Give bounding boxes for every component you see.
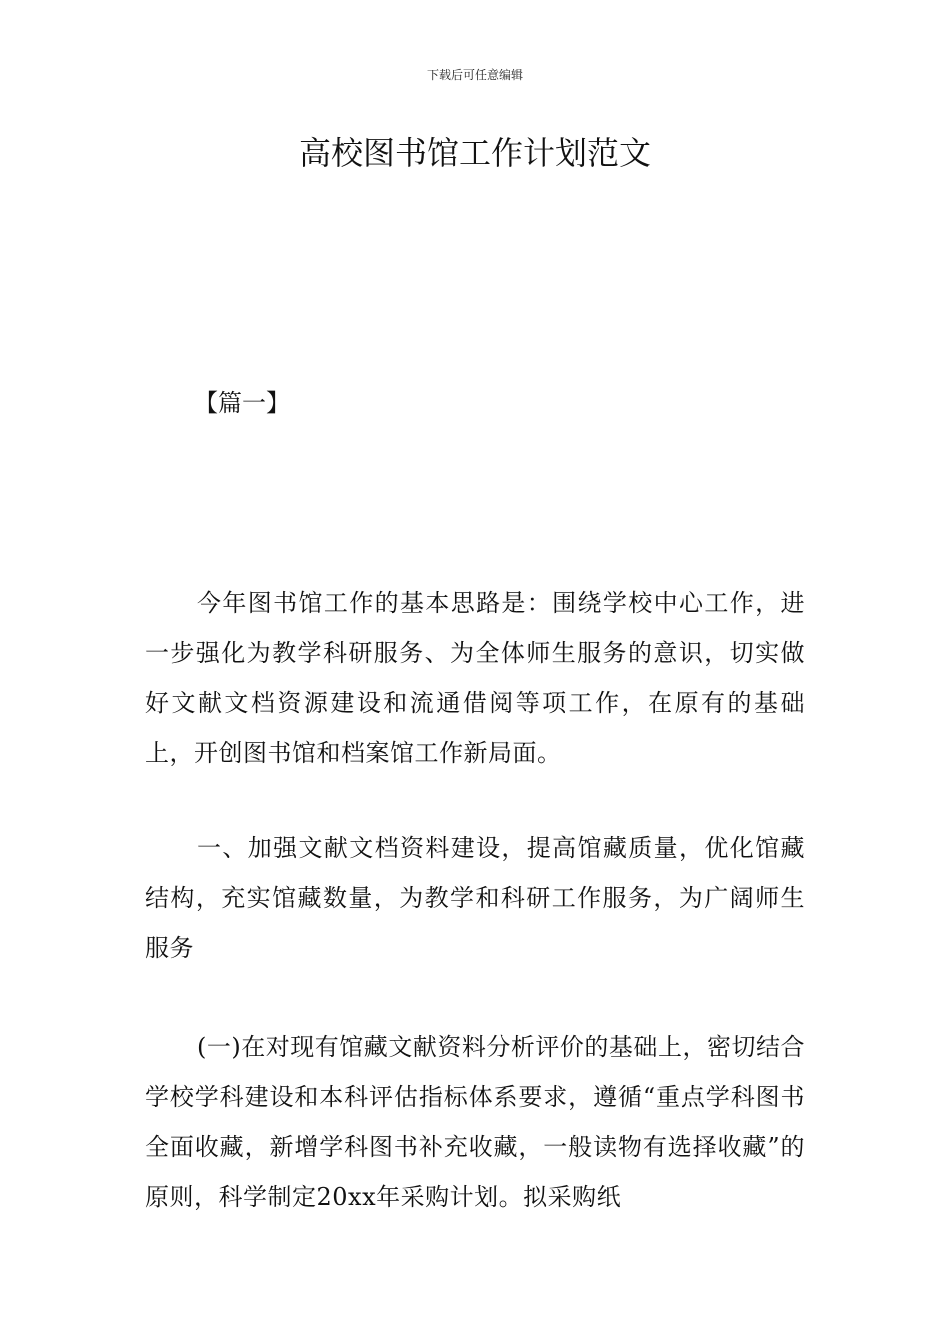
paragraph-section-one-heading: 一、加强文献文档资料建设，提高馆藏质量，优化馆藏结构，充实馆藏数量，为教学和科研工作服务，为广阔师生服务 [145,834,805,962]
document-title: 高校图书馆工作计划范文 [298,134,651,172]
paragraph-subsection-one: (一)在对现有馆藏文献资料分析评价的基础上，密切结合学校学科建设和本科评估指标体系要求，遵循“重点学科图书全面收藏，新增学科图书补充收藏，一般读物有选择收藏”的原则，科学制定20xx年采购计划。拟采购纸 [145,1033,805,1211]
section-marker: 【篇一】 [194,389,290,417]
header-note: 下载后可任意编辑 [426,68,523,82]
paragraph-intro: 今年图书馆工作的基本思路是：围绕学校中心工作，进一步强化为教学科研服务、为全体师生服务的意识，切实做好文献文档资源建设和流通借阅等项工作，在原有的基础上，开创图书馆和档案馆工作新局面。 [145,589,805,767]
